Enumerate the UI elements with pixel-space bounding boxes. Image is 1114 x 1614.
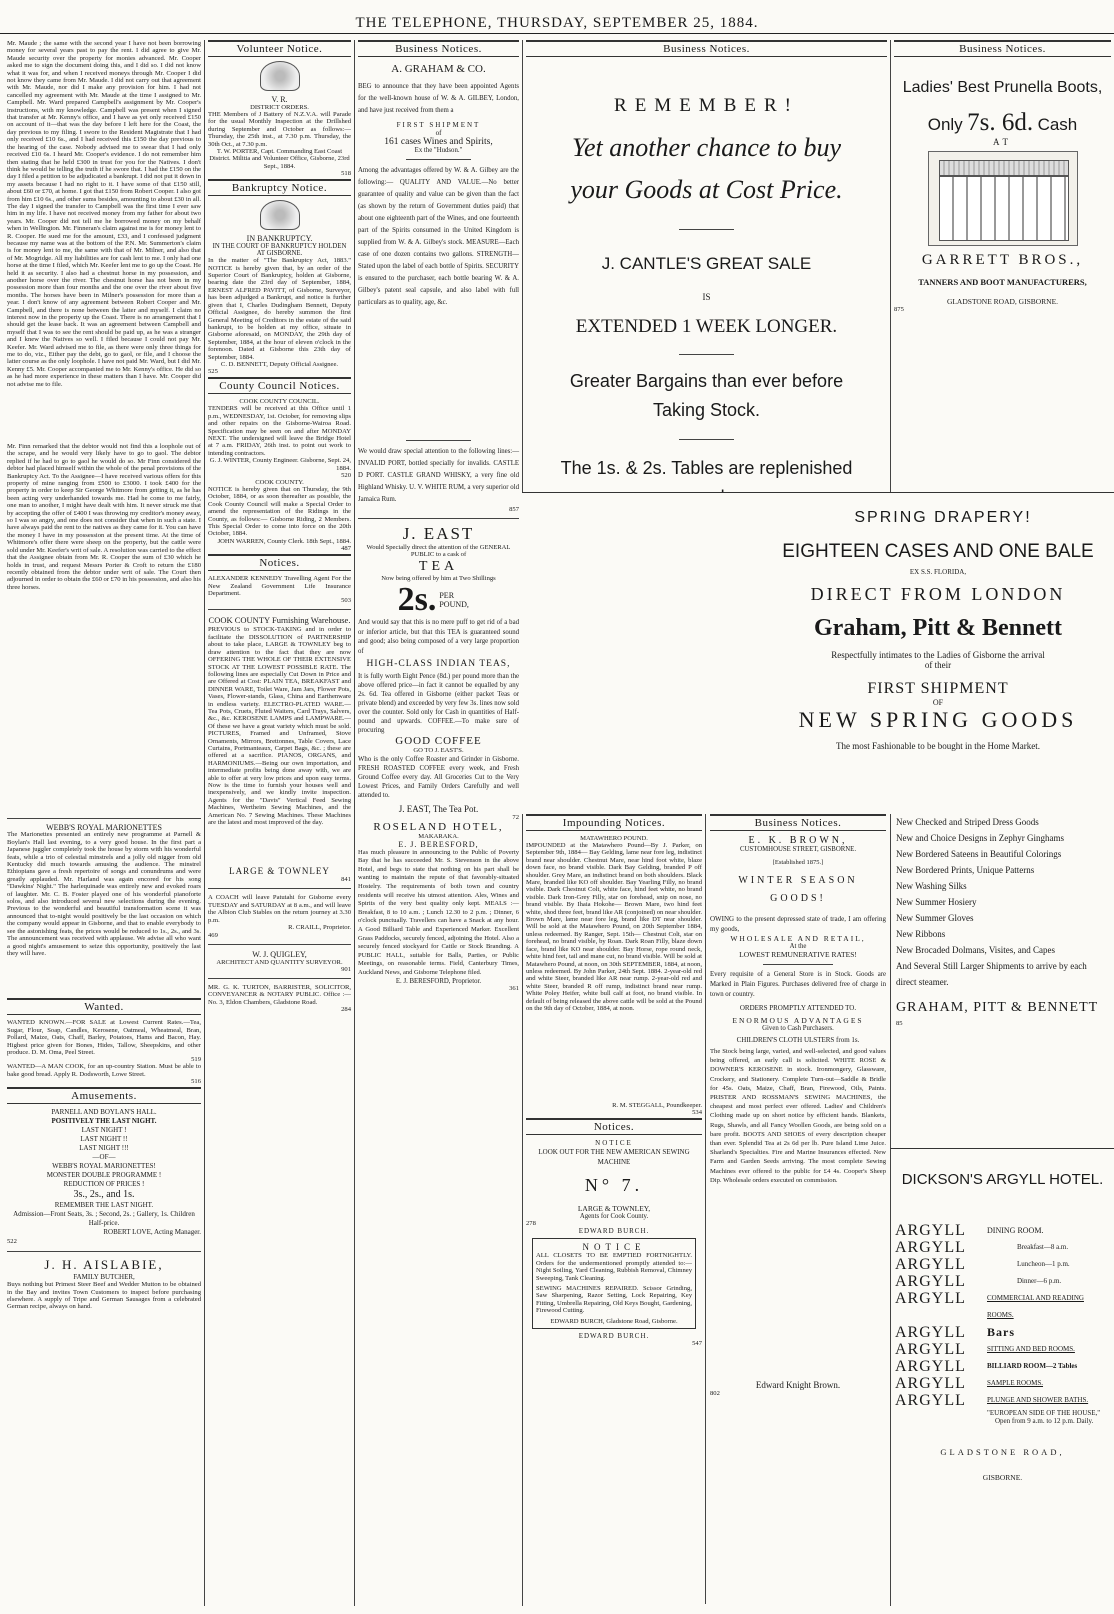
cases: 161 cases Wines and Spirits, bbox=[384, 137, 493, 147]
kennedy-ad: ALEXANDER KENNEDY Travelling Agent For the New Zealand Government Life Insurance Department. bbox=[208, 575, 351, 598]
ad-number: 547 bbox=[692, 1340, 702, 1348]
gpb-name: Graham, Pitt & Bennett bbox=[814, 615, 1062, 641]
quigley-sub: ARCHITECT AND QUANTITY SURVEYOR. bbox=[216, 958, 343, 966]
building-roof bbox=[939, 160, 1069, 176]
argyll-line: SAMPLE ROOMS. bbox=[987, 1379, 1044, 1387]
reduction: REDUCTION OF PRICES ! bbox=[63, 1180, 145, 1189]
column-3 bbox=[354, 40, 522, 1606]
aislabie-name: J. H. AISLABIE, bbox=[44, 1257, 164, 1273]
brown-name: E. K. BROWN, bbox=[748, 835, 848, 846]
quigley-name: W. J. QUIGLEY, bbox=[252, 949, 307, 959]
brown-body-2: Every requisite of a General Store is in Stock. Goods are Marked in Plain Figures. Purchases delivered free of charge in town or country. bbox=[710, 971, 886, 998]
spring-items bbox=[890, 814, 1114, 1027]
wanted-header: Wanted. bbox=[7, 998, 201, 1015]
bankruptcy-body: In the matter of "The Bankruptcy Act, 1883." NOTICE is hereby given that, by an order of the Superior Court of Bankruptcy, holden at Gisborne, bearing date the 23rd day of September, 1884, ERNEST ALFRED PAVITT, of Gisborne, Surveyor, has been adjudged a Bankrupt, and notice is further given that I, Charles Dudingham Bennett, Deputy Official Assignee, do hereby summon the first General Meeting of Creditors in the estate of the said bankrupt, to be holden at my office, situate in Gisborne aforesaid, on MONDAY, the 29th day of September, 1884, at the hour of eleven o'clock in the forenoon. Dated at Gisborne this 23th day of September, 1884. bbox=[208, 257, 351, 361]
winter-goods: WINTER SEASON GOODS! bbox=[738, 875, 858, 904]
ad-number: 525 bbox=[208, 368, 218, 376]
new-spring-goods: NEW SPRING GOODS bbox=[798, 707, 1078, 732]
brown-body-1: OWING to the present depressed state of trade, I am offering my goods, bbox=[710, 915, 886, 933]
at-text: AT bbox=[993, 137, 1012, 147]
burch-sig: EDWARD BURCH. bbox=[578, 1332, 650, 1341]
argyll-hotel-ad bbox=[890, 1148, 1114, 1604]
wanted-ad-1: WANTED KNOWN.—FOR SALE at Lowest Current Rates.—Tea, Sugar, Flour, Soap, Candles, Kerosene, Oatmeal, Wheatmeal, Bran, Pollard, Maize, Oats, Chaff, Barley, Potatoes, Hams and Bacon, Hay. Highest price given for Bones, Hides, Tallow, Sheepskins, and other produce. D. M. Oma, Peel Street. bbox=[7, 1019, 201, 1057]
closets-title: NOTICE bbox=[582, 1242, 646, 1253]
admission: Admission—Front Seats, 3s. ; Second, 2s. ; Gallery, 1s. Children Half-price. bbox=[13, 1210, 195, 1228]
eighteen-cases: EIGHTEEN CASES AND ONE BALE bbox=[782, 541, 1094, 562]
court-report-continued: Mr. Finn remarked that the debtor would not find this a loophole out of the scrape, and he would very likely have to go to gaol. The debtor replied if he had to go to gaol he would do so. Mr Finn considered the debtor had placed himself within the whole of the penal provisions of the Bankruptcy Act. To the Assignee—I have received various offers for this property of mine ranging from £500 to £3000. I took £400 for the property in order to keep Sir George Whitmore from getting it, as he has been acting very underhanded towards me. Had he come to me fairly, one man to another, I might have dealt with him. It never struck me that by accepting the offer of £400 I was throwing my creditor's money away, so I was so angry, and one does not consider that when in such a state. I have always paid the rent to the natives as they came for it. You can have the money I have in my possession at the present time. At the time of Whitmore's offer there were sheep on the property, but the cattle were sold under Mr. Keefer's writ of sale. A resolution was carried to the effect that the Assignee obtain from Mr. R. Cooper the sum of £30 which he holds in trust, and request Messrs Porter & Croft to return the £180 recently obtained from the debtor under writ of sale. The Court then adjourned in order to obtain the £60 or £70 in his possession, and also his three horses. bbox=[7, 443, 201, 591]
prices: 3s., 2s., and 1s. bbox=[73, 1189, 135, 1201]
brown-body-3: The Stock being large, varied, and well-selected, and good values being offered, an early call is solicited. WHITE ROSE & DOWNER'S KEROSENE in stock. Ironmongery, Glassware, Crockery, and Stationery. Complete Turn-out—Saddle & Bridle for 45s. Oats, Maize, Chaff, Bran, Firewood, Oils, Paints. PRISTER AND ROSSMAN'S SEWING MACHINES, the cheapest and most perfect ever offered. Ladies' and Children's Clothing made up on short notice by efficient hands. Blankets, Rugs, Shawls, and all Fancy Woollen Goods, are being sold on a bare profit. BOOTS AND SHOES of every description cheaper than ever. Splendid Tea at 2s 6d per lb. Pure Island Lime Juice. Sharland's Specialties. Fire and Marine Insurances effected. New Farm and Garden Seeds arriving. The most complete Sewing Machines ever offered to the public for £4 4s. Cooper's Sheep Dip. Wholesale orders executed on commission. bbox=[710, 1048, 886, 1184]
spring-item: New Bordered Prints, Unique Patterns bbox=[896, 865, 1035, 875]
east-intro: Would Specially direct the attention of the GENERAL PUBLIC to a cask of bbox=[366, 544, 511, 559]
crest-icon bbox=[260, 200, 300, 230]
argyll-title: DICKSON'S ARGYLL HOTEL. bbox=[901, 1171, 1104, 1188]
ad-number: 518 bbox=[341, 170, 351, 178]
ad-number: 519 bbox=[191, 1056, 201, 1064]
warehouse-body: PREVIOUS to STOCK-TAKING and in order to facilitate the DISSOLUTION of PARTNERSHIP about to take place, LARGE & TOWNLEY beg to draw attention to the fact that they are now OFFERING THE WHOLE OF THEIR EXTENSIVE STOCK AT THE LOWEST POSSIBLE RATE. The following lines are especially Cut Down in Price and are Offered at Cost: PLAIN TEA, BREAKFAST and DINNER WARE, Toilet Ware, Jam Jars, Flower Pots, Vases, Flower-stands, Glass, China and Earthenware in endless variety. ELECTRO-PLATED WARE.—Tea Pots, Cruets, Fluted Waiters, Card Trays, Salvers, &c., &c. KEROSENE LAMPS and LAMPWARE.—Of these we have a great variety which must be sold. PICTURES, Framed and Unframed, Stove Ornaments, Mirrors, Brettonnes, Table Covers, Lace Curtains, Portmanteaux, Carpet Bags, &c. ; these are offered at a sacrifice. PIANOS, ORGANS, and HARMONIUMS.—Being our own importation, and intermediate profits being done away with, we are able to offer at very low prices and upon easy terms. Now is the time to furnish your houses well and inexpensively, and we kindly invite inspection. Agents for the "Davis" Vertical Feed Sewing Machines, Wertheim Sewing Machines, and the American No. 7 Sewing Machines. These Machines are the latest and most improved of the day. bbox=[208, 626, 351, 827]
is-text: IS bbox=[702, 292, 711, 302]
ad-number: 361 bbox=[509, 984, 519, 992]
argyll-line: Bars bbox=[987, 1325, 1015, 1339]
enormous: ENORMOUS ADVANTAGES bbox=[732, 1016, 864, 1025]
warehouse-title: COOK COUNTY Furnishing Warehouse. bbox=[208, 615, 351, 626]
vr-text: V. R. bbox=[271, 95, 288, 104]
spring-item: New and Choice Designs in Zephyr Ginghams bbox=[896, 833, 1064, 843]
brown-address: CUSTOMHOUSE STREET, GISBORNE. bbox=[739, 846, 857, 853]
volunteer-body: THE Members of J Battery of N.Z.V.A. will Parade for the usual Monthly Inspection at the Drillshed during September and October as follows:— Thursday, the 25th inst., at 7.30 p.m. Thursday, the 30th Oct., at 7.30 p.m. bbox=[208, 111, 351, 148]
store-building-image bbox=[928, 151, 1078, 246]
spring-item: And Several Still Larger Shipments to arrive by each direct steamer. bbox=[896, 961, 1087, 987]
price-per: PER POUND, bbox=[439, 591, 469, 610]
tanners: TANNERS AND BOOT MANUFACTURERS, bbox=[918, 277, 1087, 287]
argyll-word: ARGYLL bbox=[895, 1222, 966, 1239]
column-1 bbox=[4, 40, 204, 1606]
large-townley: LARGE & TOWNLEY, bbox=[577, 1204, 651, 1214]
garrett-name: GARRETT BROS., bbox=[921, 252, 1084, 268]
tea-now: Now being offered by him at Two Shillings bbox=[381, 574, 496, 582]
ladies-boots: Ladies' Best Prunella Boots, bbox=[902, 79, 1103, 96]
argyll-line: DINING ROOM. bbox=[987, 1226, 1044, 1235]
masthead: THE TELEPHONE, THURSDAY, SEPTEMBER 25, 1884. bbox=[0, 0, 1114, 34]
direct-london: DIRECT FROM LONDON bbox=[810, 584, 1066, 604]
spring-item: New Checked and Striped Dress Goods bbox=[896, 817, 1039, 827]
argyll-word: ARGYLL bbox=[895, 1290, 966, 1307]
last-night-1: LAST NIGHT ! bbox=[81, 1126, 127, 1135]
turton-ad: MR. G. K. TURTON, BARRISTER, SOLICITOR, CONVEYANCER & NOTARY PUBLIC. Office :—No. 3, Eldon Chambers, Gladstone Road. bbox=[208, 983, 351, 1006]
argyll-word: ARGYLL bbox=[895, 1358, 966, 1375]
greater-2: Taking Stock. bbox=[652, 400, 761, 420]
coach-sig: R. CRAILL, Proprietor. bbox=[288, 924, 351, 932]
spring-item: New Summer Hosiery bbox=[896, 897, 977, 907]
ulsters: CHILDREN'S CLOTH ULSTERS from 1s. bbox=[736, 1036, 860, 1044]
tea-word: TEA bbox=[418, 558, 459, 574]
closets-body: ALL CLOSETS TO BE EMPTIED FORTNIGHTLY. Orders for the undermentioned promptly attended to:— Night Soiling, Yard Cleaning, Rubbish Removal, Chimney Sweeping, Tank Cleaning. bbox=[536, 1252, 692, 1282]
cc-sub: COOK COUNTY COUNCIL. bbox=[239, 398, 320, 406]
argyll-line: COMMERCIAL AND READING ROOMS. bbox=[987, 1294, 1084, 1319]
graham-title: A. GRAHAM & CO. bbox=[391, 63, 486, 75]
argyll-line: PLUNGE AND SHOWER BATHS. bbox=[987, 1396, 1089, 1404]
indian-teas: HIGH-CLASS INDIAN TEAS, bbox=[366, 659, 511, 670]
roseland-sig: E. J. BERESFORD, Proprietor. bbox=[395, 977, 482, 985]
spring-item: New Summer Gloves bbox=[896, 913, 974, 923]
graham-lines: We would draw special attention to the following lines:— INVALID PORT, bottled specially for invalids. CASTLE D PORT. CASTLE GRAND WHISKY, a very fine old Highland Whisky. U. V. WHITE RUM, a very superior old Jamaica Rum. bbox=[358, 448, 519, 503]
ad-number: 901 bbox=[341, 965, 351, 973]
teapot: J. EAST, The Tea Pot. bbox=[398, 803, 479, 814]
impound-body: IMPOUNDED at the Matawhero Pound—By J. Parker, on September 9th, 1884— Bay Gelding, lame near fore leg, indistinct brand near shoulder. Chestnut Mare, near hind foot white, blaze down face, no brand visible. Dark Bay Gelding, branded P off shoulder. Grey Mare, an indistinct brand on both shoulders. Black Mare, branded like KO off shoulder. Bay Yearling Filly, no brand visible. Dark Chestnut Colt, white face, hind feet white, no brand visible. Dark Iron-Grey Filly, star on forehead, snip on nose, no brand visible. By Ihaia Hokohe— Brown Mare, two hind feet white, shod three feet, brand like AR (conjoined) on near shoulder. Brown Mare, lame near fore leg, brand like DT near shoulder. Will be sold at the Matawhero Pound, on 20th September 1884, unless redeemed. By Ranger, Sept. 15th— Chestnut Colt, star on forehead, no brand visible, by Roan. Dark Roan Filly, blaze down face, brand like KO near shoulder. Bay Horse, rope round neck, white hind feet, tail and mane cut, no brand visible. Will be sold at Matawhero Pound, at noon, on 30th SEPTEMBER, 1884, at noon, unless redeemed. By John Parker, 24th Sept. 1884. 2-year-old red and white Steer, branded like AR near rump. 2-year-old red and white Steer, branded R off rump, indistinct brand near rump. White Poley Heifer, white bull calf at foot, no brand visible. In default of being released the above cattle will be sold at the Pound on the 9th day of October, 1884, at noon. bbox=[526, 842, 702, 1012]
yet-line-2: your Goods at Cost Price. bbox=[570, 175, 843, 204]
ad-number: 520 bbox=[341, 472, 351, 479]
boot-price: 7s. 6d. bbox=[967, 109, 1034, 136]
ad-number: 487 bbox=[341, 545, 351, 553]
lowest: LOWEST REMUNERATIVE RATES! bbox=[739, 950, 857, 959]
county-council-header: County Council Notices. bbox=[208, 377, 351, 394]
brown-sig: Edward Knight Brown. bbox=[755, 1380, 841, 1390]
argyll-word: ARGYLL bbox=[895, 1324, 966, 1341]
price-block bbox=[358, 582, 519, 618]
n7: N° 7. bbox=[584, 1175, 644, 1196]
given-cash: Given to Cash Purchasers. bbox=[762, 1025, 834, 1032]
extended: EXTENDED 1 WEEK LONGER. bbox=[575, 316, 838, 337]
amusements-header: Amusements. bbox=[7, 1087, 201, 1104]
respect-2: of their bbox=[924, 660, 952, 670]
greater-1: Greater Bargains than ever before bbox=[569, 371, 844, 391]
ad-number: 72 bbox=[512, 813, 519, 821]
ad-number: 516 bbox=[191, 1078, 201, 1086]
argyll-open: Open from 9 a.m. to 12 p.m. Daily. bbox=[995, 1417, 1094, 1425]
argyll-word: ARGYLL bbox=[895, 1341, 966, 1358]
look-out: LOOK OUT FOR THE NEW AMERICAN SEWING MACHINE bbox=[538, 1148, 690, 1167]
notices-header: Notices. bbox=[526, 1118, 702, 1135]
argyll-line: SITTING AND BED ROOMS. bbox=[987, 1345, 1075, 1353]
ad-number: 503 bbox=[341, 597, 351, 605]
beresford: E. J. BERESFORD, bbox=[398, 839, 479, 849]
first-shipment: FIRST SHIPMENT bbox=[396, 121, 481, 129]
first-shipment-2: FIRST SHIPMENT bbox=[867, 680, 1009, 697]
marionettes-name: WEBB'S ROYAL MARIONETTES! bbox=[52, 1162, 156, 1171]
ex-hudson: Ex the "Hudson." bbox=[414, 147, 463, 154]
argyll-word: ARGYLL bbox=[895, 1273, 966, 1290]
good-coffee: GOOD COFFEE bbox=[395, 735, 482, 748]
ad-number: 469 bbox=[208, 931, 218, 939]
roseland-body: Has much pleasure in announcing to the Public of Poverty Bay that he has succeeded Mr. S. Stevenson in the above Hotel, and begs to state that nothing on his part shall be wanting to maintain the repute of that favorably-situated Hostelry. The requirements of both town and country residents will receive his utmost attention. Ales, Wines and Spirits of the very best quality only kept. MEALS :—Breakfast, 8 to 10 a.m. ; Lunch 12.30 to 2 p.m. ; Dinner, 6 o'clock punctually. Travellers can have a Snack at any hour. A Good Billiard Table and Experienced Marker. Excellent Grass Paddocks, securely fenced, adjoining the Hotel. Also a securely fenced stockyard for Cattle or Stock Branding. A PUBLIC HALL, suitable for Balls, Parties, or Public Meetings, on reasonable terms. Field, Canterbury Times, Auckland News, and Gisborne Telephone filed. bbox=[358, 848, 519, 976]
ad-number: 857 bbox=[509, 506, 519, 513]
last-night-3: LAST NIGHT !!! bbox=[79, 1144, 129, 1153]
cc2-sig: JOHN WARREN, County Clerk. 18th Sept., 1884. bbox=[217, 537, 351, 545]
burch-ad-box bbox=[532, 1238, 696, 1329]
yet-line-1: Yet another chance to buy bbox=[571, 133, 842, 162]
marionettes-title: WEBB'S ROYAL MARIONETTES bbox=[46, 823, 162, 832]
business-header: Business Notices. bbox=[710, 814, 886, 831]
wholesale: WHOLESALE AND RETAIL, bbox=[730, 934, 866, 943]
east-body-3: Who is the only Coffee Roaster and Grinder in Gisborne. FRESH ROASTED COFFEE every week, and Fresh Ground Coffee every day. All Groceries Cut to the Very Lowest Prices, and Family Orders Carefully and well attended to. bbox=[358, 755, 519, 799]
argyll-word: ARGYLL bbox=[895, 1392, 966, 1409]
crest-icon bbox=[260, 61, 300, 91]
east-title: J. EAST bbox=[402, 524, 475, 543]
aislabie-sub: FAMILY BUTCHER, bbox=[73, 1273, 135, 1282]
bankruptcy-header: Bankruptcy Notice. bbox=[208, 179, 351, 196]
argyll-grid bbox=[895, 1222, 1110, 1409]
spring-title: SPRING DRAPERY! bbox=[854, 509, 1032, 526]
cc-body: TENDERS will be received at this Office until 1 p.m., WEDNESDAY, 1st. October, for removing slips and other repairs on the Gisborne-Wairoa Road. Specification may be seen on and after MONDAY NEXT. The undersigned will leave the Bridge Hotel at 7 a.m. FRIDAY, 26th inst. to point out work to intending contractors. bbox=[208, 405, 351, 457]
volunteer-header: Volunteer Notice. bbox=[208, 40, 351, 57]
bankruptcy-court: IN THE COURT OF BANKRUPTCY HOLDEN AT GISBORNE. bbox=[212, 243, 347, 258]
agents-cook: Agents for Cook County. bbox=[579, 1213, 649, 1221]
argyll-word: ARGYLL bbox=[895, 1239, 966, 1256]
business-header: Business Notices. bbox=[526, 40, 887, 57]
argyll-line: Luncheon—1 p.m. bbox=[1017, 1260, 1070, 1268]
graham-intro: BEG to announce that they have been appointed Agents for the well-known house of W. & A. GILBEY, London, and have just received from them a bbox=[358, 83, 519, 114]
coffee-sub: GO TO J. EAST'S. bbox=[413, 747, 464, 755]
district-orders: DISTRICT ORDERS. bbox=[250, 104, 309, 111]
business-header: Business Notices. bbox=[894, 40, 1111, 57]
matawhero-pound: MATAWHERO POUND. bbox=[580, 835, 648, 842]
of-text: of bbox=[435, 129, 442, 137]
warehouse-sig: LARGE & TOWNLEY bbox=[229, 866, 330, 877]
ad-number: 534 bbox=[692, 1109, 702, 1117]
east-body-2: It is fully worth Eight Pence (8d.) per pound more than the above offered price—in fact it cannot be equalled by any 2s. 6d. Tea offered in Gisborne (either packet Teas or private blend) and exceeded by very few 3s. lines now sold over the counter. Sold only for Cash in quantities of Half-pound and upwards. COFFEE.—To make sure of procuring bbox=[358, 673, 519, 735]
brown-section bbox=[706, 814, 890, 1604]
ex-florida: EX S.S. FLORIDA, bbox=[909, 568, 967, 576]
notices-header: Notices. bbox=[208, 554, 351, 571]
spring-drapery-ad bbox=[522, 492, 1114, 814]
gladstone-road: GLADSTONE ROAD, GISBORNE. bbox=[946, 297, 1059, 306]
bankruptcy-title: IN BANKRUPTCY. bbox=[246, 234, 313, 244]
ad-number: 875 bbox=[894, 306, 904, 313]
spring-item: New Ribbons bbox=[896, 929, 946, 939]
wanted-ad-2: WANTED—A MAN COOK, for an up-country Station. Must be able to bake good bread. Apply R. Dodsworth, Lowe Street. bbox=[7, 1063, 201, 1078]
gpb-signature: GRAHAM, PITT & BENNETT bbox=[896, 1000, 1099, 1015]
cc2-sub: COOK COUNTY. bbox=[255, 479, 304, 486]
coach-ad: A COACH will leave Patutahi for Gisborne every TUESDAY and SATURDAY at 8 a.m., and will leave the Albion Club Stables on the return journey at 3.30 p.m. bbox=[208, 894, 351, 924]
bankruptcy-sig: C. D. BENNETT, Deputy Official Assignee. bbox=[220, 360, 339, 368]
argyll-road: GLADSTONE ROAD, bbox=[940, 1447, 1065, 1457]
price-big: 2s. bbox=[397, 581, 437, 619]
makaraka: MAKARAKA. bbox=[418, 832, 459, 840]
ad-number: 802 bbox=[710, 1390, 720, 1397]
argyll-town: GISBORNE. bbox=[982, 1473, 1023, 1482]
notice-word: NOTICE bbox=[595, 1139, 633, 1148]
business-header: Business Notices. bbox=[358, 40, 519, 57]
only-text: Only bbox=[927, 115, 963, 134]
remember: REMEMBER! bbox=[614, 95, 799, 116]
building-windows bbox=[939, 176, 1069, 241]
spring-item: New Brocaded Dolmans, Visites, and Capes bbox=[896, 945, 1056, 955]
amusements-ad bbox=[7, 1108, 201, 1246]
spring-item: New Washing Silks bbox=[896, 881, 967, 891]
sewing-repaired: SEWING MACHINES REPAIRED. Scissor Grinding, Saw Sharpening, Razor Setting, Lock Repairing, Key Fitting, Umbrella Repairing, Old Keys Bought, Gardening, Firewood Cutting. bbox=[536, 1285, 692, 1315]
roseland-title: ROSELAND HOTEL, bbox=[373, 820, 504, 833]
argyll-line: Breakfast—8 a.m. bbox=[1017, 1243, 1069, 1251]
burch-name: EDWARD BURCH. bbox=[578, 1227, 650, 1236]
ad-number: 841 bbox=[341, 876, 351, 884]
court-report-text: Mr. Maude ; the same with the second year I have not been borrowing money for several years past to pay the rent. I did agree to give Mr. Maude security over the property for monies advanced. Mr. Cooper asked me to sign the document doing this, and I did so. I did not know what it was for, and when I received moneys through Mr. Cooper I did not know they came from Mr. Maude. I did not carry out that agreement with Mr. Maude, nor did I make any provision for him. I had not cancelled my agreement with Mr. Maude at the time I assigned to Mr. Campbell. Mr. Ward prepared Campbell's assignment by Mr. Cooper's instructions, with my knowledge. Campbell was present when I signed that transfer at Mr. Kenny's office, and I have as yet only received £150 on account of it—that was the day before I left here for the Coast, the day previous to my filing. I swore to the Resident Magistrate that I had only received £10 6s., and I had received this £150 the day previous to the hearing of the case. Nobody advised me to swear that I had only received £10 6s. I heard Mr. Cooper's evidence. I do not remember him then stating that he held £300 in trust for you for the Natives. I don't think he would be telling the truth if he swore that. I had the £150 on the day I filed a petition to be adjudicated a bankrupt. I did not put it down in my assets because I had no right to it. I have some of that £150 still, about £60 or £70, at home. I got that £150 from Robert Cooper. I also got from him £10 6s., and other sums besides, amounting to about £30 in all. The day I signed the transfer to Campbell was the first time I ever saw him in my life. I have not received money from my father for about two years. Mr. Cooper did not tell me he borrowed money on my behalf when in Wellington. Mr. Finneran's claim against me is for money lent to R. Cooper. He sued me for the amount, £33, and I confessed judgment because my name was at the bottom of the P.N. Mr. Summerton's claim is for money lent to me, the same with that of Mr. Milner, and also that of Mr. Mogridge. All my liabilities are for cash lent to me. I only had one horse at the time I filed, which Mr. Keefer lent me to go up the Coast. He held it as security. I also had a chestnut horse in my possession, and another horse over the river. The chestnut horse has not been in my possession more than four months and the one over the river about five months. The horses have been in Milner's possession for more than a year. I don't know of any agreement between Robert Cooper and Mr. Campbell, and there is none between the latter and myself. I claim no interest now in the property up the Coast. There is no arrangement that I should get the lease back. It was an agreement between Campbell and myself that I was to see the rent should be paid up, as he was a stranger and I knew the Natives so well. I filed because I could not pay Mr. Keefer. Mr. Ward advised me to file, as there were only three things for me to do, viz., Either pay the debt, go to gaol, or file, and I choose the latter course as the only loophole. I have not paid Mr. Ward, but I did Mr. Kenny £5. Mr. Cooper accompanied me to Mr. Kenny's office. He did so as he had more experience in these matters than I have. Mr. Cooper did not advise me to file. bbox=[7, 40, 201, 388]
argyll-line: BILLIARD ROOM—2 Tables bbox=[987, 1362, 1078, 1370]
hall-name: PARNELL AND BOYLAN'S HALL. bbox=[51, 1108, 157, 1117]
at-the: At the bbox=[789, 943, 807, 950]
of-text: OF bbox=[932, 698, 944, 707]
established: [Established 1875.] bbox=[772, 859, 824, 866]
manager: ROBERT LOVE, Acting Manager. bbox=[103, 1228, 201, 1237]
burch-address: EDWARD BURCH, Gladstone Road, Gisborne. bbox=[550, 1317, 678, 1325]
fashionable: The most Fashionable to be bought in the Home Market. bbox=[836, 741, 1040, 751]
aislabie-body: Buys nothing but Primest Steer Beef and Wedder Mutton to be obtained in the Bay and invites Town Customers to inspect before purchasing elsewhere. A supply of Tripe and German Sausages from a celebrated German recipe, always on hand. bbox=[7, 1281, 201, 1311]
spring-item: New Bordered Sateens in Beautiful Colorings bbox=[896, 849, 1062, 859]
volunteer-sig: T. W. PORTER, Capt. Commanding East Coast District. Militia and Volunteer Office, Gisborne, 23rd Sept., 1884. bbox=[209, 148, 350, 170]
impounding-header: Impounding Notices. bbox=[526, 814, 702, 831]
impounding-section bbox=[522, 814, 706, 1604]
argyll-line: Dinner—6 p.m. bbox=[1017, 1277, 1062, 1285]
argyll-word: ARGYLL bbox=[895, 1375, 966, 1392]
column-2 bbox=[204, 40, 354, 1606]
argyll-word: ARGYLL bbox=[895, 1256, 966, 1273]
price-line bbox=[894, 109, 1111, 137]
ad-number: 85 bbox=[896, 1020, 903, 1027]
cantle-sale: J. CANTLE'S GREAT SALE bbox=[601, 254, 812, 273]
last-night-2: LAST NIGHT !! bbox=[80, 1135, 128, 1144]
cash-text: Cash bbox=[1037, 115, 1078, 134]
of-text: —OF— bbox=[92, 1153, 116, 1162]
impound-sig: R. M. STEGGALL, Poundkeeper. bbox=[612, 1102, 702, 1109]
cc-sig: G. J. WINTER, County Engineer. Gisborne, Sept. 24, 1884. bbox=[209, 457, 351, 472]
respect-1: Respectfully intimates to the Ladies of Gisborne the arrival bbox=[831, 650, 1045, 660]
tables-1: The 1s. & 2s. Tables are replenished bbox=[560, 458, 853, 478]
ad-number: 522 bbox=[7, 1238, 17, 1246]
ad-number: 284 bbox=[341, 1006, 351, 1014]
orders-prompt: ORDERS PROMPTLY ATTENDED TO. bbox=[739, 1004, 857, 1012]
graham-body: Among the advantages offered by W. & A. Gilbey are the following:— QUALITY AND VALUE.—No better guarantee of quality and value can be given than the fact (as shown by the return of Government duties paid) that about one eighteenth part of the Wines, and one fourteenth part of the Spirits consumed in the United Kingdom is supplied from W. & A. Gilbey's stock. MEASURE—Each case of one dozen contains two gallons. STRENGTH—Stated upon the label of each bottle of Spirits. SECURITY is ensured to the purchaser, each bottle bearing W. & A. Gilbey's patent seal capsule, and also label with full particulars as to quality, age, &c. bbox=[358, 167, 519, 306]
east-body: And would say that this is no mere puff to get rid of a bad or inferior article, but that this TEA is guaranteed sound and good; also being composed of a very large proportion of bbox=[358, 619, 519, 655]
ad-number: 278 bbox=[526, 1220, 536, 1228]
last-night: POSITIVELY THE LAST NIGHT. bbox=[51, 1117, 157, 1126]
argyll-european: "EUROPEAN SIDE OF THE HOUSE," bbox=[987, 1409, 1101, 1417]
programme: MONSTER DOUBLE PROGRAMME ! bbox=[46, 1171, 162, 1180]
cc2-body: NOTICE is hereby given that on Thursday, the 9th October, 1884, or as soon thereafter as possible, the Cook County Council will make a Special Order to amend the representation of the Ridings in the County, as follows:— Gisborne Riding, 2 Members. This Special Order to come into force on the 20th October, 1884. bbox=[208, 486, 351, 538]
marionettes-report: The Marionettes presented an entirely new programme at Parnell & Boylan's Hall last evening, to a very good house. In the first part a Japanese juggler completely took the house by storm with his wonderful feats, while a trio of celestial minstrels and a jolly old nigger from old Kentucky did much towards amusing the audience. The minstrel Ethiopians gave a fresh repertoire of songs and conundrums and were greatly applauded. Mr. Harland was again encored for his song "Dawkins' Night." The harlequinade was entirely new and evoked roars of laughter. Mr. C. B. Foster played one of his wonderful pianoforte solos, and also introduced several new selections during the evening. Previous to the wonderful and beautiful transformation scene it was announced that to-night would positively be the last occasion on which the company would appear in Gisborne, and that to enable everybody to see the astonishing feats, the prices would be reduced to 1s., 2s., and 3s. The announcement was received with applause. We advise all who want a good night's amusement to seize this opportunity, positively the last they will have. bbox=[7, 831, 201, 957]
remember-last: REMEMBER THE LAST NIGHT. bbox=[54, 1201, 154, 1210]
